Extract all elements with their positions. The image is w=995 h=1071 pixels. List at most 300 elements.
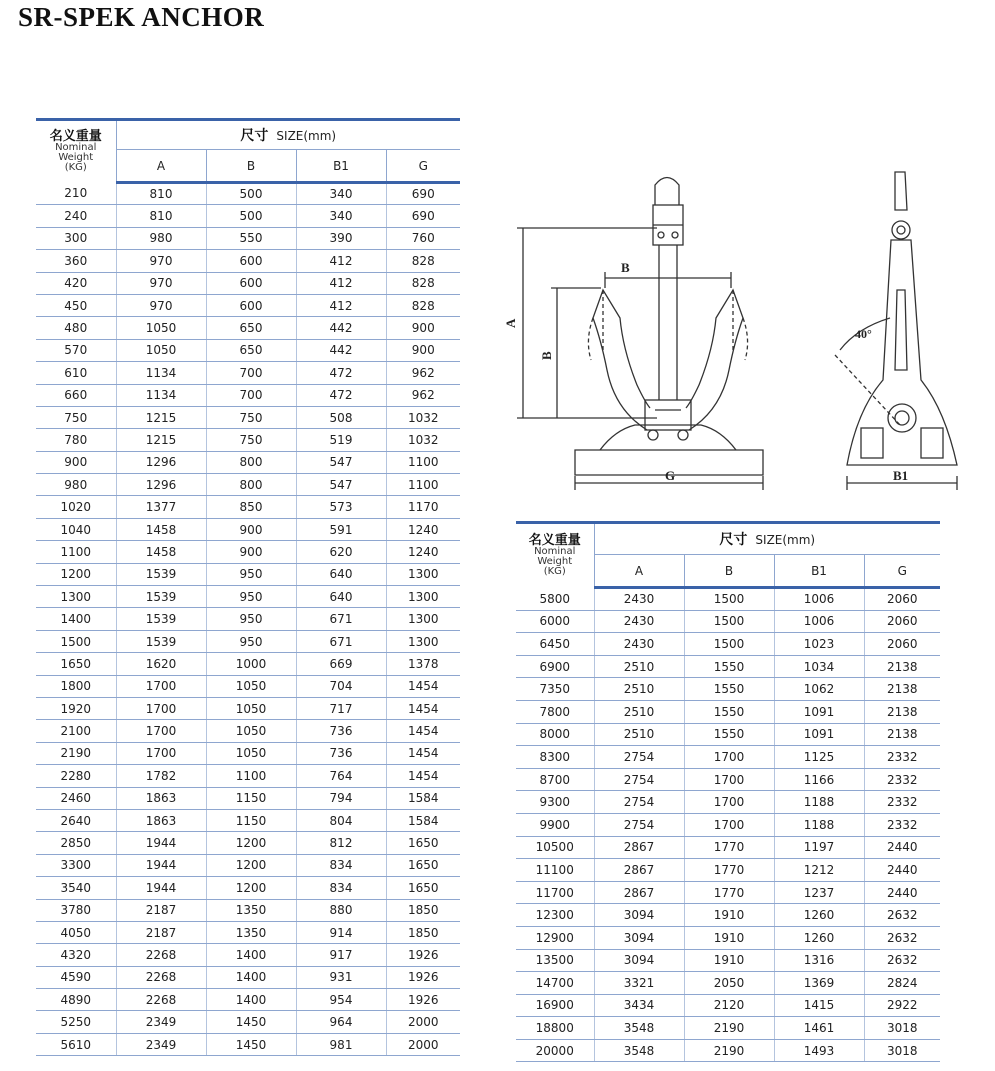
weight-cell: 1800	[36, 675, 116, 697]
table-row	[36, 384, 460, 406]
b1-cell: 591	[296, 518, 386, 540]
table-row	[36, 742, 460, 764]
table-row	[516, 791, 940, 814]
g-cell: 1926	[386, 944, 460, 966]
a-cell: 2867	[594, 881, 684, 904]
a-cell: 1134	[116, 362, 206, 384]
a-cell: 1539	[116, 563, 206, 585]
g-cell: 3018	[864, 1039, 940, 1062]
table-row	[516, 881, 940, 904]
dim-label-g: G	[665, 468, 676, 483]
g-cell: 1240	[386, 518, 460, 540]
b1-cell: 880	[296, 899, 386, 921]
b-cell: 1350	[206, 921, 296, 943]
g-cell: 1584	[386, 787, 460, 809]
g-cell: 1170	[386, 496, 460, 518]
col-header-a-right: A	[594, 555, 684, 588]
b1-cell: 671	[296, 630, 386, 652]
table-row	[516, 904, 940, 927]
b-cell: 1550	[684, 700, 774, 723]
a-cell: 1863	[116, 787, 206, 809]
g-cell: 2922	[864, 994, 940, 1017]
weight-header	[36, 120, 116, 183]
table-left-body	[36, 183, 460, 1056]
a-cell: 2430	[594, 588, 684, 611]
g-cell: 2000	[386, 1033, 460, 1055]
g-cell: 1454	[386, 742, 460, 764]
g-cell: 1650	[386, 877, 460, 899]
a-cell: 2349	[116, 1011, 206, 1033]
b-cell: 500	[206, 183, 296, 205]
weight-cell: 420	[36, 272, 116, 294]
b-cell: 900	[206, 541, 296, 563]
weight-cell: 20000	[516, 1039, 594, 1062]
b1-cell: 954	[296, 989, 386, 1011]
b-cell: 700	[206, 384, 296, 406]
b1-cell: 340	[296, 183, 386, 205]
b-cell: 750	[206, 406, 296, 428]
table-row	[36, 608, 460, 630]
size-header	[116, 120, 460, 150]
table-row	[36, 966, 460, 988]
col-header-b1: B1	[296, 150, 386, 183]
b1-cell: 508	[296, 406, 386, 428]
g-cell: 1650	[386, 854, 460, 876]
col-header-g: G	[386, 150, 460, 183]
b1-cell: 547	[296, 474, 386, 496]
weight-header-right	[516, 523, 594, 588]
a-cell: 2268	[116, 944, 206, 966]
weight-cell: 7800	[516, 700, 594, 723]
g-cell: 2332	[864, 813, 940, 836]
table-row	[516, 610, 940, 633]
table-row	[36, 765, 460, 787]
weight-cell: 660	[36, 384, 116, 406]
b1-cell: 620	[296, 541, 386, 563]
g-cell: 1926	[386, 989, 460, 1011]
b1-cell: 1316	[774, 949, 864, 972]
b1-cell: 1091	[774, 700, 864, 723]
g-cell: 1240	[386, 541, 460, 563]
weight-cell: 11700	[516, 881, 594, 904]
size-header-cn-right: 尺寸	[719, 532, 748, 548]
b1-cell: 547	[296, 451, 386, 473]
dim-label-b-side: B	[539, 351, 554, 360]
col-header-b-right: B	[684, 555, 774, 588]
b-cell: 800	[206, 451, 296, 473]
a-cell: 2268	[116, 989, 206, 1011]
b1-cell: 736	[296, 720, 386, 742]
b1-cell: 669	[296, 653, 386, 675]
b-cell: 800	[206, 474, 296, 496]
b1-cell: 390	[296, 227, 386, 249]
a-cell: 1296	[116, 474, 206, 496]
weight-cell: 2850	[36, 832, 116, 854]
weight-cell: 7350	[516, 678, 594, 701]
b-cell: 1550	[684, 678, 774, 701]
g-cell: 2824	[864, 972, 940, 995]
g-cell: 1926	[386, 966, 460, 988]
a-cell: 810	[116, 205, 206, 227]
anchor-diagram	[505, 150, 975, 495]
weight-cell: 16900	[516, 994, 594, 1017]
a-cell: 1620	[116, 653, 206, 675]
a-cell: 810	[116, 183, 206, 205]
g-cell: 760	[386, 227, 460, 249]
a-cell: 3434	[594, 994, 684, 1017]
table-row	[36, 227, 460, 249]
b1-cell: 1197	[774, 836, 864, 859]
size-header-cn: 尺寸	[240, 128, 269, 144]
a-cell: 1944	[116, 877, 206, 899]
table-row	[516, 972, 940, 995]
table-row	[36, 1011, 460, 1033]
g-cell: 1584	[386, 809, 460, 831]
b-cell: 1200	[206, 832, 296, 854]
g-cell: 2332	[864, 791, 940, 814]
table-row	[36, 362, 460, 384]
g-cell: 1300	[386, 586, 460, 608]
a-cell: 2754	[594, 791, 684, 814]
a-cell: 3548	[594, 1039, 684, 1062]
table-row	[36, 496, 460, 518]
g-cell: 828	[386, 294, 460, 316]
table-row	[36, 630, 460, 652]
b1-cell: 640	[296, 563, 386, 585]
b1-cell: 1369	[774, 972, 864, 995]
b-cell: 1050	[206, 697, 296, 719]
b-cell: 1700	[684, 746, 774, 769]
page-title: SR-SPEK ANCHOR	[18, 2, 265, 32]
b-cell: 1000	[206, 653, 296, 675]
weight-header-en3-right: (KG)	[543, 566, 566, 578]
b1-cell: 812	[296, 832, 386, 854]
weight-cell: 4050	[36, 921, 116, 943]
table-row	[36, 183, 460, 205]
b-cell: 650	[206, 339, 296, 361]
a-cell: 2510	[594, 655, 684, 678]
a-cell: 1296	[116, 451, 206, 473]
table-row	[36, 429, 460, 451]
b1-cell: 917	[296, 944, 386, 966]
weight-cell: 12300	[516, 904, 594, 927]
g-cell: 2138	[864, 700, 940, 723]
b1-cell: 1237	[774, 881, 864, 904]
b-cell: 650	[206, 317, 296, 339]
weight-cell: 6000	[516, 610, 594, 633]
b1-cell: 931	[296, 966, 386, 988]
b-cell: 2050	[684, 972, 774, 995]
g-cell: 2000	[386, 1011, 460, 1033]
weight-cell: 300	[36, 227, 116, 249]
b1-cell: 1062	[774, 678, 864, 701]
b-cell: 1400	[206, 989, 296, 1011]
weight-header-en2: Weight	[58, 152, 94, 164]
g-cell: 900	[386, 317, 460, 339]
a-cell: 2268	[116, 966, 206, 988]
b-cell: 950	[206, 630, 296, 652]
table-row	[516, 859, 940, 882]
g-cell: 2632	[864, 926, 940, 949]
weight-cell: 5800	[516, 588, 594, 611]
b-cell: 1100	[206, 765, 296, 787]
a-cell: 1700	[116, 675, 206, 697]
b-cell: 500	[206, 205, 296, 227]
weight-cell: 1650	[36, 653, 116, 675]
dim-label-b1: B1	[893, 468, 909, 483]
b-cell: 600	[206, 272, 296, 294]
b-cell: 2120	[684, 994, 774, 1017]
b1-cell: 794	[296, 787, 386, 809]
g-cell: 962	[386, 362, 460, 384]
g-cell: 2440	[864, 859, 940, 882]
weight-cell: 4320	[36, 944, 116, 966]
b-cell: 1450	[206, 1011, 296, 1033]
a-cell: 3321	[594, 972, 684, 995]
b-cell: 1770	[684, 881, 774, 904]
table-row	[516, 994, 940, 1017]
weight-cell: 13500	[516, 949, 594, 972]
b-cell: 1910	[684, 904, 774, 927]
b1-cell: 340	[296, 205, 386, 227]
table-row	[36, 675, 460, 697]
a-cell: 1458	[116, 541, 206, 563]
weight-cell: 1920	[36, 697, 116, 719]
table-row	[36, 339, 460, 361]
b-cell: 1150	[206, 787, 296, 809]
b1-cell: 442	[296, 317, 386, 339]
b1-cell: 573	[296, 496, 386, 518]
table-row	[516, 768, 940, 791]
a-cell: 2430	[594, 633, 684, 656]
table-row	[516, 746, 940, 769]
dim-label-angle: 40°	[855, 327, 872, 341]
b-cell: 1450	[206, 1033, 296, 1055]
table-row	[36, 294, 460, 316]
b1-cell: 412	[296, 294, 386, 316]
b-cell: 1350	[206, 899, 296, 921]
g-cell: 690	[386, 205, 460, 227]
table-row	[36, 541, 460, 563]
g-cell: 2632	[864, 904, 940, 927]
b-cell: 1500	[684, 588, 774, 611]
table-row	[36, 474, 460, 496]
dim-label-b-top: B	[621, 260, 630, 275]
table-row	[36, 787, 460, 809]
b-cell: 600	[206, 294, 296, 316]
a-cell: 1700	[116, 697, 206, 719]
g-cell: 1100	[386, 474, 460, 496]
weight-cell: 2190	[36, 742, 116, 764]
weight-cell: 9300	[516, 791, 594, 814]
weight-cell: 2460	[36, 787, 116, 809]
b1-cell: 519	[296, 429, 386, 451]
table-row	[36, 832, 460, 854]
g-cell: 1454	[386, 675, 460, 697]
table-row	[36, 586, 460, 608]
b-cell: 1200	[206, 854, 296, 876]
weight-cell: 4890	[36, 989, 116, 1011]
weight-cell: 6450	[516, 633, 594, 656]
table-row	[36, 877, 460, 899]
b-cell: 550	[206, 227, 296, 249]
g-cell: 1454	[386, 720, 460, 742]
a-cell: 3094	[594, 926, 684, 949]
a-cell: 1377	[116, 496, 206, 518]
table-row	[36, 697, 460, 719]
a-cell: 3548	[594, 1017, 684, 1040]
a-cell: 2510	[594, 700, 684, 723]
table-row	[36, 720, 460, 742]
b-cell: 1050	[206, 675, 296, 697]
b1-cell: 834	[296, 854, 386, 876]
a-cell: 2754	[594, 746, 684, 769]
g-cell: 1032	[386, 429, 460, 451]
b-cell: 1550	[684, 655, 774, 678]
a-cell: 970	[116, 272, 206, 294]
table-row	[516, 633, 940, 656]
dim-label-a: A	[503, 318, 518, 328]
b-cell: 1700	[684, 768, 774, 791]
size-header-en: SIZE(mm)	[276, 129, 337, 143]
weight-cell: 6900	[516, 655, 594, 678]
weight-cell: 750	[36, 406, 116, 428]
a-cell: 1458	[116, 518, 206, 540]
b-cell: 2190	[684, 1017, 774, 1040]
a-cell: 1700	[116, 720, 206, 742]
spec-table-right	[516, 521, 940, 1062]
g-cell: 2060	[864, 633, 940, 656]
b1-cell: 1188	[774, 813, 864, 836]
weight-cell: 18800	[516, 1017, 594, 1040]
a-cell: 2754	[594, 768, 684, 791]
b-cell: 1550	[684, 723, 774, 746]
table-row	[36, 317, 460, 339]
a-cell: 1944	[116, 832, 206, 854]
b-cell: 1770	[684, 836, 774, 859]
size-header-right	[594, 523, 940, 555]
table-row	[36, 250, 460, 272]
g-cell: 1454	[386, 765, 460, 787]
g-cell: 1300	[386, 563, 460, 585]
table-row	[36, 921, 460, 943]
g-cell: 2440	[864, 836, 940, 859]
b-cell: 1400	[206, 966, 296, 988]
weight-cell: 9900	[516, 813, 594, 836]
b1-cell: 412	[296, 250, 386, 272]
g-cell: 2060	[864, 588, 940, 611]
g-cell: 690	[386, 183, 460, 205]
a-cell: 1539	[116, 630, 206, 652]
g-cell: 1300	[386, 630, 460, 652]
a-cell: 1215	[116, 429, 206, 451]
a-cell: 1700	[116, 742, 206, 764]
b1-cell: 1260	[774, 926, 864, 949]
a-cell: 2754	[594, 813, 684, 836]
weight-cell: 5610	[36, 1033, 116, 1055]
a-cell: 3094	[594, 904, 684, 927]
g-cell: 1650	[386, 832, 460, 854]
b1-cell: 1125	[774, 746, 864, 769]
weight-cell: 8300	[516, 746, 594, 769]
weight-cell: 1020	[36, 496, 116, 518]
g-cell: 1300	[386, 608, 460, 630]
weight-cell: 900	[36, 451, 116, 473]
weight-cell: 1100	[36, 541, 116, 563]
weight-cell: 1200	[36, 563, 116, 585]
b-cell: 1150	[206, 809, 296, 831]
b1-cell: 472	[296, 362, 386, 384]
table-right-body	[516, 588, 940, 1062]
b-cell: 950	[206, 608, 296, 630]
weight-cell: 10500	[516, 836, 594, 859]
b1-cell: 914	[296, 921, 386, 943]
b-cell: 1500	[684, 610, 774, 633]
b1-cell: 1034	[774, 655, 864, 678]
a-cell: 2867	[594, 836, 684, 859]
a-cell: 2349	[116, 1033, 206, 1055]
weight-cell: 4590	[36, 966, 116, 988]
a-cell: 970	[116, 250, 206, 272]
b-cell: 1200	[206, 877, 296, 899]
b-cell: 1700	[684, 813, 774, 836]
g-cell: 2440	[864, 881, 940, 904]
g-cell: 1454	[386, 697, 460, 719]
b1-cell: 442	[296, 339, 386, 361]
b-cell: 1400	[206, 944, 296, 966]
b-cell: 950	[206, 563, 296, 585]
b1-cell: 640	[296, 586, 386, 608]
b1-cell: 981	[296, 1033, 386, 1055]
table-row	[516, 1039, 940, 1062]
b-cell: 900	[206, 518, 296, 540]
table-row	[516, 588, 940, 611]
weight-cell: 480	[36, 317, 116, 339]
weight-header-en2-right: Weight	[537, 556, 573, 568]
table-row	[36, 944, 460, 966]
table-row	[516, 723, 940, 746]
table-row	[516, 813, 940, 836]
a-cell: 1539	[116, 586, 206, 608]
table-row	[36, 809, 460, 831]
b1-cell: 964	[296, 1011, 386, 1033]
weight-header-cn-right: 名义重量	[528, 533, 581, 549]
g-cell: 900	[386, 339, 460, 361]
b-cell: 950	[206, 586, 296, 608]
weight-cell: 980	[36, 474, 116, 496]
table-row	[36, 899, 460, 921]
weight-cell: 1500	[36, 630, 116, 652]
b-cell: 1700	[684, 791, 774, 814]
weight-cell: 3300	[36, 854, 116, 876]
weight-cell: 780	[36, 429, 116, 451]
table-row	[516, 678, 940, 701]
weight-cell: 8700	[516, 768, 594, 791]
g-cell: 1032	[386, 406, 460, 428]
b-cell: 1500	[684, 633, 774, 656]
a-cell: 3094	[594, 949, 684, 972]
a-cell: 2867	[594, 859, 684, 882]
a-cell: 2187	[116, 921, 206, 943]
a-cell: 2430	[594, 610, 684, 633]
table-row	[36, 518, 460, 540]
g-cell: 962	[386, 384, 460, 406]
b-cell: 600	[206, 250, 296, 272]
b-cell: 1050	[206, 742, 296, 764]
b1-cell: 472	[296, 384, 386, 406]
col-header-g-right: G	[864, 555, 940, 588]
b1-cell: 671	[296, 608, 386, 630]
